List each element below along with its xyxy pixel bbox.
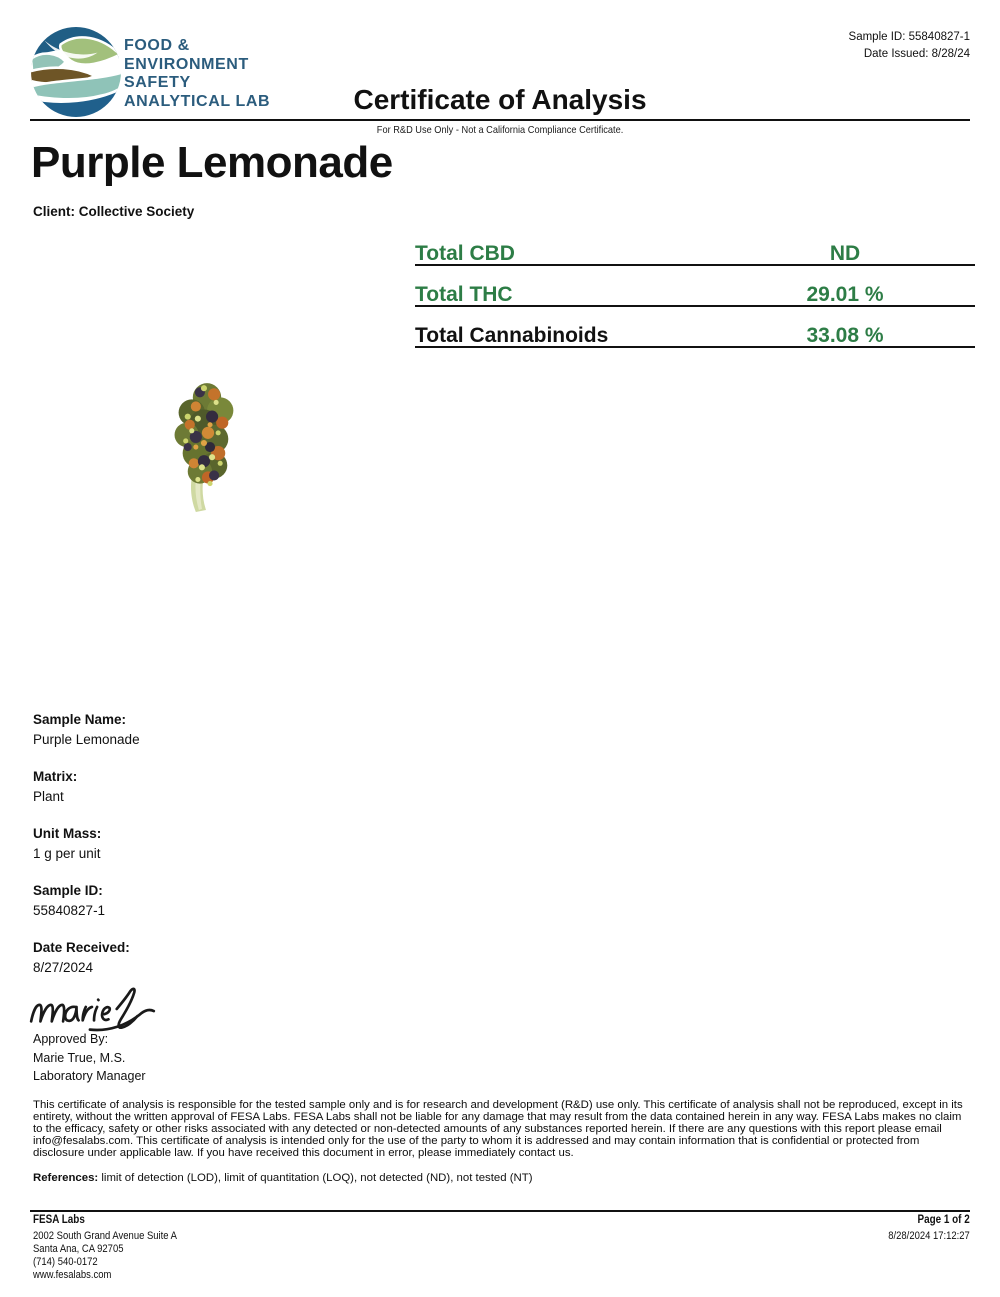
row-value: 29.01 % (806, 283, 884, 306)
footer-page-number: Page 1 of 2 (917, 1214, 970, 1226)
detail-sample-name (33, 710, 353, 750)
footer-lab-info (33, 1214, 200, 1282)
approver-title: Laboratory Manager (33, 1069, 146, 1083)
row-value: ND (829, 242, 861, 265)
client-name: Client: Collective Society (33, 204, 195, 219)
references-line (33, 1172, 965, 1184)
detail-unit-mass (33, 824, 353, 864)
approved-by-label: Approved By: (33, 1032, 109, 1046)
detail-label: Date Received: (33, 940, 130, 955)
header-divider (30, 119, 970, 121)
approver-name: Marie True, M.S. (33, 1050, 126, 1065)
document-title: Certificate of Analysis (353, 84, 647, 115)
footer-page-info (875, 1214, 970, 1243)
lab-name-line3: SAFETY (124, 74, 191, 91)
lab-name-line4: ANALYTICAL LAB (124, 92, 271, 110)
sample-photo (150, 372, 264, 514)
detail-value: Purple Lemonade (33, 732, 140, 747)
row-label: Total CBD (415, 242, 515, 265)
detail-label: Sample Name: (33, 712, 127, 727)
detail-value: Plant (33, 789, 64, 804)
row-label: Total Cannabinoids (415, 324, 609, 347)
disclaimer-text: This certificate of analysis is responsible for the tested sample only and is for research and development (R&D) use only. This certificate of analysis shall not be reproduced, except in its entirety, without the written approval of FESA Labs. FESA Labs shall not be liable for any damage that may result from the data contained herein in any way. FESA Labs makes no claim to the efficacy, safety or other risks associated with any detected or non-detected amounts of any substances reported herein. If there are any questions with this report please email info@fesalabs.com. This certificate of analysis is intended only for the use of the party to whom it is addressed and may contain information that is confidential or protected from disclosure under applicable law. If you have received this document in error, please immediately contact us. (33, 1099, 963, 1159)
detail-sample-id (33, 881, 353, 921)
footer-address (33, 1230, 200, 1282)
document-subtitle-text: For R&D Use Only - Not a California Compliance Certificate. (376, 124, 624, 136)
detail-matrix (33, 767, 353, 807)
footer-address-line1: 2002 South Grand Avenue Suite A (33, 1230, 177, 1242)
header-sample-meta (849, 29, 970, 63)
sample-id-issued: Sample ID: 55840827-1 (848, 31, 970, 43)
lab-name-line1: FOOD & (124, 37, 190, 54)
references-text: limit of detection (LOD), limit of quantitation (LOQ), not detected (ND), not tested (NT) (98, 1172, 533, 1184)
cannabinoid-summary-table (415, 241, 975, 364)
table-row-total-cannabinoids (415, 323, 975, 348)
references-label: References: (33, 1172, 99, 1184)
detail-date-received (33, 938, 353, 978)
page-title: Purple Lemonade (31, 138, 393, 187)
table-row-total-cbd (415, 241, 975, 266)
footer-timestamp: 8/28/2024 17:12:27 (888, 1230, 970, 1242)
footer-divider (30, 1210, 970, 1212)
lab-name-line2: ENVIRONMENT (124, 55, 249, 73)
detail-label: Unit Mass: (33, 826, 102, 841)
detail-value: 1 g per unit (33, 846, 101, 861)
date-issued: Date Issued: 8/28/24 (863, 48, 970, 60)
document-subtitle (0, 124, 1000, 136)
row-label: Total THC (415, 283, 513, 306)
detail-value: 55840827-1 (33, 903, 106, 918)
table-row-total-thc (415, 282, 975, 307)
detail-label: Sample ID: (33, 883, 103, 898)
sample-details (33, 710, 353, 995)
footer-phone: (714) 540-0172 (33, 1256, 98, 1268)
detail-value: 8/27/2024 (33, 960, 94, 975)
row-value: 33.08 % (806, 324, 884, 347)
footer-website: www.fesalabs.com (33, 1269, 112, 1281)
detail-label: Matrix: (33, 769, 78, 784)
approval-block (33, 1030, 146, 1086)
footer-address-line2: Santa Ana, CA 92705 (33, 1243, 124, 1255)
footer-company: FESA Labs (33, 1214, 85, 1226)
approver-signature (26, 984, 160, 1034)
